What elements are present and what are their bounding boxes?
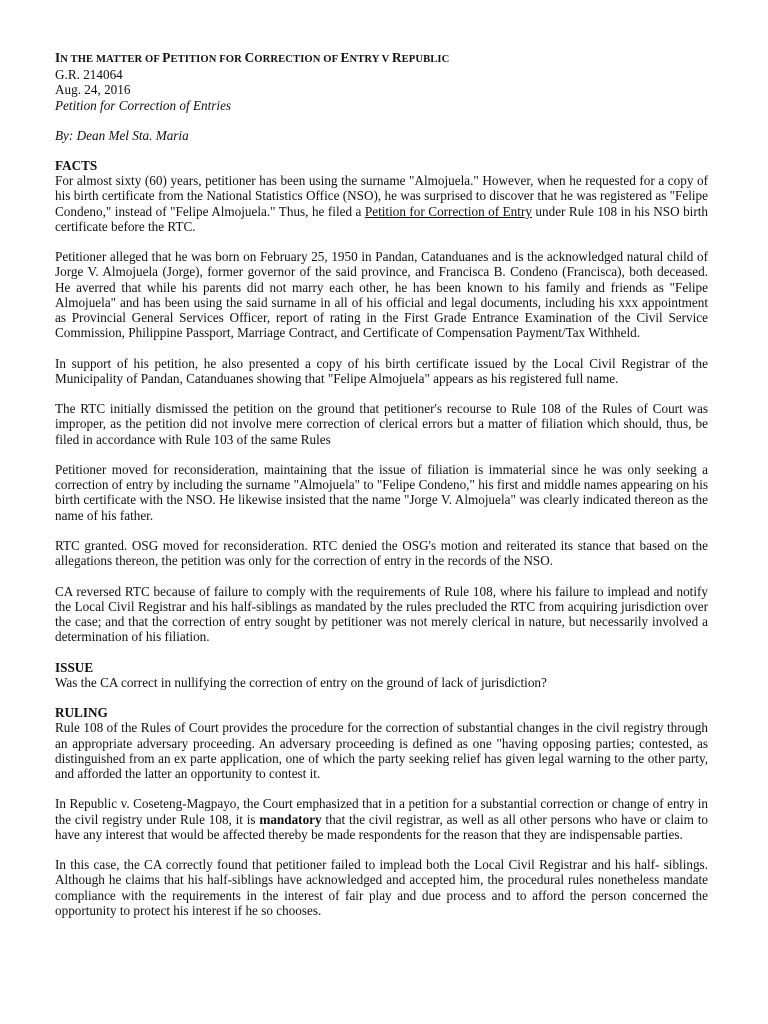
facts-paragraph-6: RTC granted. OSG moved for reconsideration. RTC denied the OSG's motion and reiterated its stance that based on the allegations thereon, the petition was only for the correction of entry in the records of the NSO. [55, 538, 708, 569]
petition-link[interactable]: Petition for Correction of Entry [364, 203, 532, 219]
mandatory-emphasis: mandatory [259, 811, 322, 827]
facts-paragraph-3: In support of his petition, he also presented a copy of his birth certificate issued by the Local Civil Registrar of the Municipality of Pandan, Catanduanes showing that "Felipe Almojuela" appears as his registered full name. [55, 355, 708, 386]
case-subject: Petition for Correction of Entries [55, 97, 232, 113]
facts-paragraph-5: Petitioner moved for reconsideration, maintaining that the issue of filiation is immaterial since he was only seeking a correction of entry by including the surname "Almojuela" to "Felipe Condeno," his first and middle names appearing on his birth certificate with the NSO. He likewise insisted that the name "Jorge V. Almojuela" was clearly indicated thereon as the name of his father. [55, 462, 708, 523]
ruling-paragraph-1: Rule 108 of the Rules of Court provides the procedure for the correction of substantial changes in the civil registry through an appropriate adversary proceeding. An adversary proceeding is defined as one "having opposing parties; contested, as distinguished from an ex parte application, one of which the party seeking relief has given legal warning to the other party, and afforded the latter an opportunity to contest it. [55, 720, 708, 782]
gr-number: G.R. 214064 [55, 67, 123, 83]
facts-paragraph-7: CA reversed RTC because of failure to comply with the requirements of Rule 108, where his failure to implead and notify the Local Civil Registrar and his half-siblings as mandated by the rules precluded the RTC from acquiring jurisdiction over the case; and that the correction of entry sought by petitioner was not merely clerical in nature, but necessarily involved a determination of his filiation. [55, 583, 708, 645]
decision-date: Aug. 24, 2016 [55, 82, 131, 98]
author-line: By: Dean Mel Sta. Maria [55, 127, 189, 143]
ruling-paragraph-2: In Republic v. Coseteng-Magpayo, the Court emphasized that in a petition for a substantial correction or change of entry in the civil registry under Rule 108, it is mandatory that the civil registrar, as well as all other persons who have or claim to have any interest that would be affected thereby be made respondents for the reason that they are indispensable parties. [55, 796, 708, 842]
issue-heading: ISSUE [55, 659, 94, 675]
ruling-heading: RULING [55, 705, 108, 721]
document-page [55, 50, 708, 933]
issue-text: Was the CA correct in nullifying the correction of entry on the ground of lack of jurisdiction? [55, 674, 547, 690]
ruling-paragraph-3: In this case, the CA correctly found that petitioner failed to implead both the Local Civil Registrar and his half- siblings. Although he claims that his half-siblings have acknowledged and accepted him, the procedural rules nonetheless mandate compliance with the requirements in the interest of fair play and due process and to afford the person concerned the opportunity to protect his interest if he so chooses. [55, 857, 708, 918]
facts-paragraph-4: The RTC initially dismissed the petition on the ground that petitioner's recourse to Rule 108 of the Rules of Court was improper, as the petition did not involve mere correction of clerical errors but a matter of filiation which should, thus, be filed in accordance with Rule 103 of the same Rules [55, 401, 708, 447]
facts-paragraph-2: Petitioner alleged that he was born on February 25, 1950 in Pandan, Catanduanes and is the acknowledged natural child of Jorge V. Almojuela (Jorge), former governor of the said province, and Francisca B. Condeno (Francisca), both deceased. He averred that while his parents did not marry each other, he has been known to his family and friends as "Felipe Almojuela" and has been using the said surname in all of his official and legal documents, including his xxx appointment as Provincial General Services Officer, report of rating in the First Grade Entrance Examination of the Civil Service Commission, Philippine Passport, Marriage Contract, and Certificate of Compensation Payment/Tax Withheld. [55, 249, 708, 341]
facts-paragraph-1: For almost sixty (60) years, petitioner has been using the surname "Almojuela." However, when he requested for a copy of his birth certificate from the National Statistics Office (NSO), he was surprised to discover that he was registered as "Felipe Condeno," instead of "Felipe Almojuela." Thus, he filed a Petition for Correction of Entry under Rule 108 in his NSO birth certificate before the RTC. [55, 173, 708, 234]
case-title: IN THE MATTER OF PETITION FOR CORRECTION OF ENTRY V REPUBLIC [55, 50, 450, 65]
facts-heading: FACTS [55, 158, 98, 174]
